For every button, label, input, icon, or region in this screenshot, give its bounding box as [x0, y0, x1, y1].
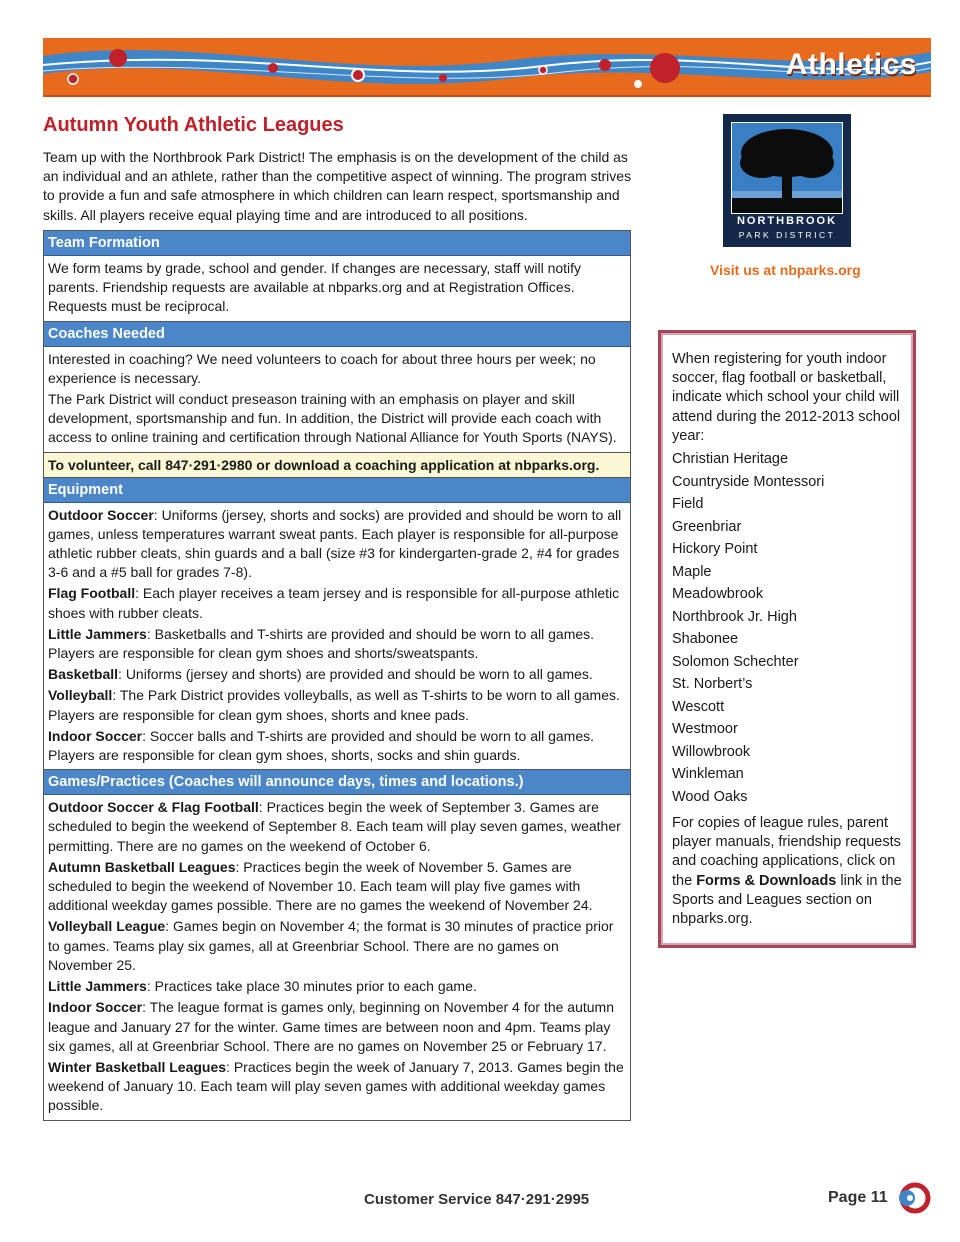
page-title: Autumn Youth Athletic Leagues — [43, 114, 344, 136]
team-formation-text — [44, 256, 630, 322]
list-item: Greenbriar — [672, 518, 742, 535]
list-item: Volleyball League: Games begin on November 4; the format is 30 minutes of practice prior to games. Teams play six games, all at Greenbriar School. There are no games on November 25. — [48, 918, 614, 973]
page-number: Page 11 — [828, 1189, 888, 1206]
list-item: Volleyball: The Park District provides volleyballs, as well as T-shirts to be worn to all games. Players are responsible for clean gym shoes, shorts and knee pads. — [48, 687, 620, 723]
school-list — [672, 448, 912, 808]
logo-line-1: NORTHBROOK — [736, 215, 838, 227]
list-item: Christian Heritage — [672, 451, 789, 467]
list-item: Solomon Schechter — [672, 653, 799, 670]
list-item: Wescott — [672, 698, 725, 715]
list-item: Winter Basketball Leagues: Practices begin the week of January 7, 2013. Games begin the weekend of January 10. Each team will play seven games with additional weekday games possible. — [48, 1058, 624, 1114]
forms-downloads-link[interactable]: Forms & Downloads — [696, 872, 837, 889]
list-item: Countryside Montessori — [672, 473, 825, 490]
header-banner — [43, 38, 931, 97]
list-item: Shabonee — [672, 631, 739, 647]
list-item: Indoor Soccer: Soccer balls and T-shirts are provided and should be worn to all games. Players are responsible for clean gym shoes, shorts, socks and shin guards. — [48, 727, 595, 764]
list-item: Meadowbrook — [672, 586, 764, 602]
list-item: Outdoor Soccer: Uniforms (jersey, shorts and socks) are provided and should be worn to all games, unless temperatures warrant sweat pants. Each player is responsible for all-purpose athletic rubber cleats, shin guards and a ball (size #3 for kindergarten-grade 2, #4 for grades 3-6 and a #5 ball for grades 7-8). — [48, 506, 622, 581]
list-item: Westmoor — [672, 721, 738, 737]
list-item: Outdoor Soccer & Flag Football: Practices begin the week of September 3. Games are scheduled to begin the weekend of September 8. Each team will play seven games, weather permitting. There are no games on the weekend of October 6. — [48, 799, 621, 854]
sidebar-intro: When registering for youth indoor soccer, flag football or basketball, indicate which school your child will attend during the 2012-2013 school year: — [672, 351, 901, 444]
section-header-equipment: Equipment — [44, 478, 630, 503]
coaches-paragraph-2: The Park District will conduct preseason training with an emphasis on player and skill development, sportsmanship and fun. In addition, the District will provide each coach with access to online training and certification through National Alliance for Youth Sports (NAYS). — [48, 391, 617, 446]
website-link[interactable]: Visit us at nbparks.org — [710, 262, 861, 278]
team-formation-paragraph: We form teams by grade, school and gender. If changes are necessary, staff will notify parents. Friendship requests are available at nbparks.org and at Registration Offices. Requests must be reciprocal. — [48, 260, 582, 315]
intro-paragraph: Team up with the Northbrook Park District! The emphasis is on the development of the child as an individual and an athlete, rather than the competitive aspect of winning. The program strives to provide a fun and safe atmosphere in which children can learn respect, sportsmanship and skills. All players receive equal playing time and are introduced to all positions. — [43, 149, 632, 223]
sidebar-outro: For copies of league rules, parent player manuals, friendship requests and coaching applications, click on the Forms & Downloads link in the Sports and Leagues section on nbparks.org. — [672, 815, 902, 928]
section-header-team-formation: Team Formation — [44, 231, 630, 256]
list-item: Willowbrook — [672, 743, 751, 760]
tree-icon — [732, 123, 842, 213]
logo-sky — [731, 122, 843, 214]
list-item: Northbrook Jr. High — [672, 608, 797, 625]
list-item: Little Jammers: Practices take place 30 minutes prior to each game. — [48, 978, 477, 995]
list-item: Wood Oaks — [672, 788, 748, 805]
section-header-coaches: Coaches Needed — [44, 322, 630, 347]
swirl-icon — [893, 1181, 933, 1217]
list-item: Field — [672, 496, 704, 512]
info-table — [43, 230, 631, 1121]
games-list — [44, 795, 630, 1119]
logo-line-2: PARK DISTRICT — [738, 230, 836, 240]
coaches-text — [44, 347, 630, 453]
list-item: St. Norbert’s — [672, 676, 753, 692]
list-item: Autumn Basketball Leagues: Practices begin the week of November 5. Games are scheduled to begin the weekend of November 10. Each team will play five games with additional weekday games possible. There are no games the weekend of November 24. — [48, 858, 593, 914]
list-item: Basketball: Uniforms (jersey and shorts) are provided and should be worn to all games. — [48, 666, 593, 683]
equipment-list — [44, 503, 630, 771]
coaches-paragraph-1: Interested in coaching? We need volunteers to coach for about three hours per week; no experience is necessary. — [48, 350, 596, 386]
northbrook-logo — [723, 114, 851, 247]
banner-title: Athletics — [785, 48, 917, 81]
list-item: Indoor Soccer: The league format is games only, beginning on November 4 for the autumn league and January 27 for the winter. Game times are between noon and 4pm. Teams play six games, all at Greenbriar School. There are no games on November 25 or February 17. — [48, 999, 615, 1054]
list-item: Flag Football: Each player receives a team jersey and is responsible for all-purpose athletic shoes with rubber cleats. — [48, 585, 620, 621]
list-item: Little Jammers: Basketballs and T-shirts are provided and should be worn to all games. Players are responsible for clean gym shoes and shorts/sweatspants. — [48, 625, 595, 662]
volunteer-callout: To volunteer, call 847·291·2980 or download a coaching application at nbparks.org. — [44, 453, 630, 478]
list-item: Winkleman — [672, 766, 744, 782]
customer-service-phone: Customer Service 847·291·2995 — [364, 1191, 590, 1208]
section-header-games: Games/Practices (Coaches will announce days, times and locations.) — [44, 770, 630, 795]
list-item: Hickory Point — [672, 541, 758, 557]
list-item: Maple — [672, 563, 712, 580]
